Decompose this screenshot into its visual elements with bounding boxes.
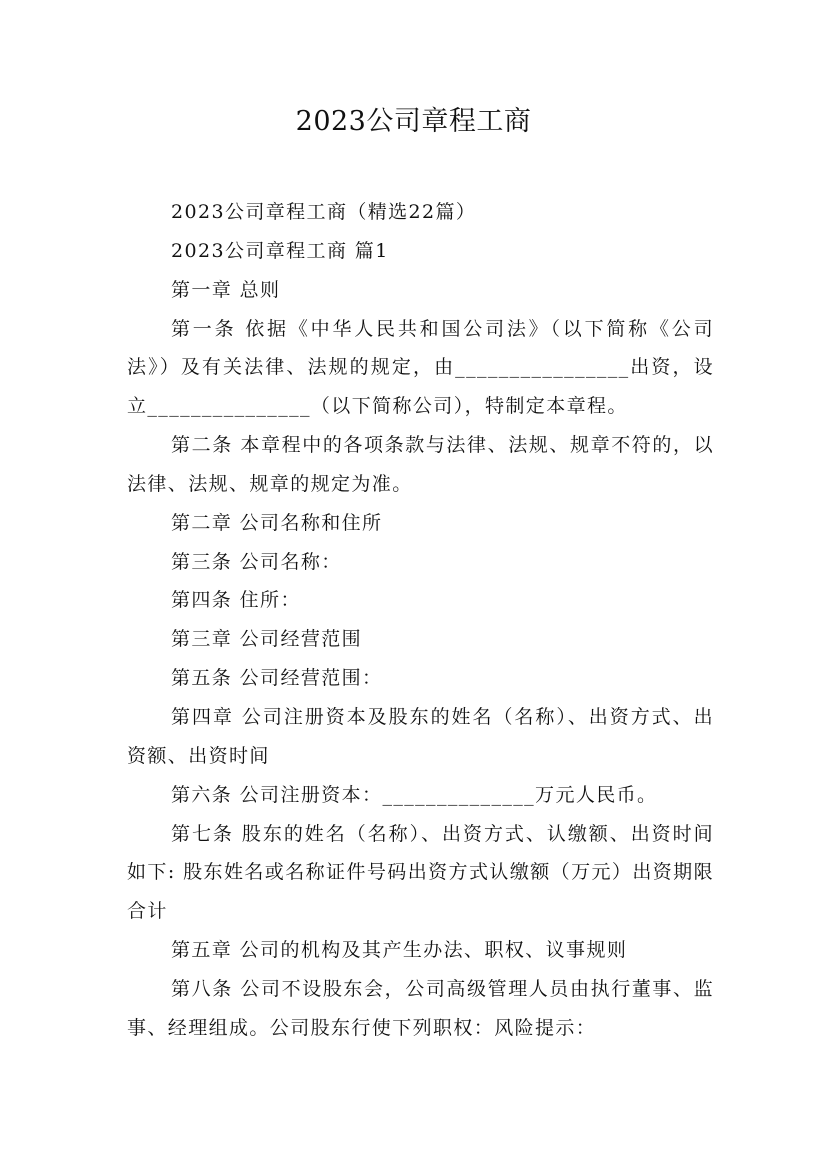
article-paragraph: 第四条 住所： bbox=[171, 589, 301, 612]
paragraph-intro: 2023公司章程工商（精选22篇） bbox=[171, 201, 477, 223]
chapter-heading: 第二章 公司名称和住所 bbox=[171, 511, 383, 534]
document-title: 2023公司章程工商 bbox=[295, 106, 532, 137]
chapter-heading: 第五章 公司的机构及其产生办法、职权、议事规则 bbox=[171, 939, 628, 962]
paragraph-section-heading: 2023公司章程工商 篇1 bbox=[171, 239, 389, 262]
article-paragraph: 第七条 股东的姓名（名称）、出资方式、认缴额、出资时间如下: 股东姓名或名称证件号码出资方式认缴额（万元）出资期限合计 bbox=[127, 822, 714, 923]
article-paragraph: 第八条 公司不设股东会，公司高级管理人员由执行董事、监事、经理组成。公司股东行使下列职权：风险提示： bbox=[127, 977, 714, 1039]
article-paragraph: 第一条 依据《中华人民共和国公司法》（以下简称《公司法》）及有关法律、法规的规定，由________________出资，设立_______________（以下简称公司），特制定本章程。 bbox=[127, 317, 714, 418]
chapter-heading: 第一章 总则 bbox=[171, 278, 281, 301]
article-paragraph: 第五条 公司经营范围： bbox=[171, 667, 383, 690]
article-paragraph: 第六条 公司注册资本：______________万元人民币。 bbox=[171, 783, 658, 806]
article-paragraph: 第三条 公司名称： bbox=[171, 550, 342, 573]
chapter-heading: 第三章 公司经营范围 bbox=[171, 628, 363, 651]
article-paragraph: 第二条 本章程中的各项条款与法律、法规、规章不符的，以法律、法规、规章的规定为准。 bbox=[127, 434, 714, 495]
chapter-heading: 第四章 公司注册资本及股东的姓名（名称）、出资方式、出资额、出资时间 bbox=[127, 705, 714, 767]
document-body bbox=[127, 193, 714, 1048]
